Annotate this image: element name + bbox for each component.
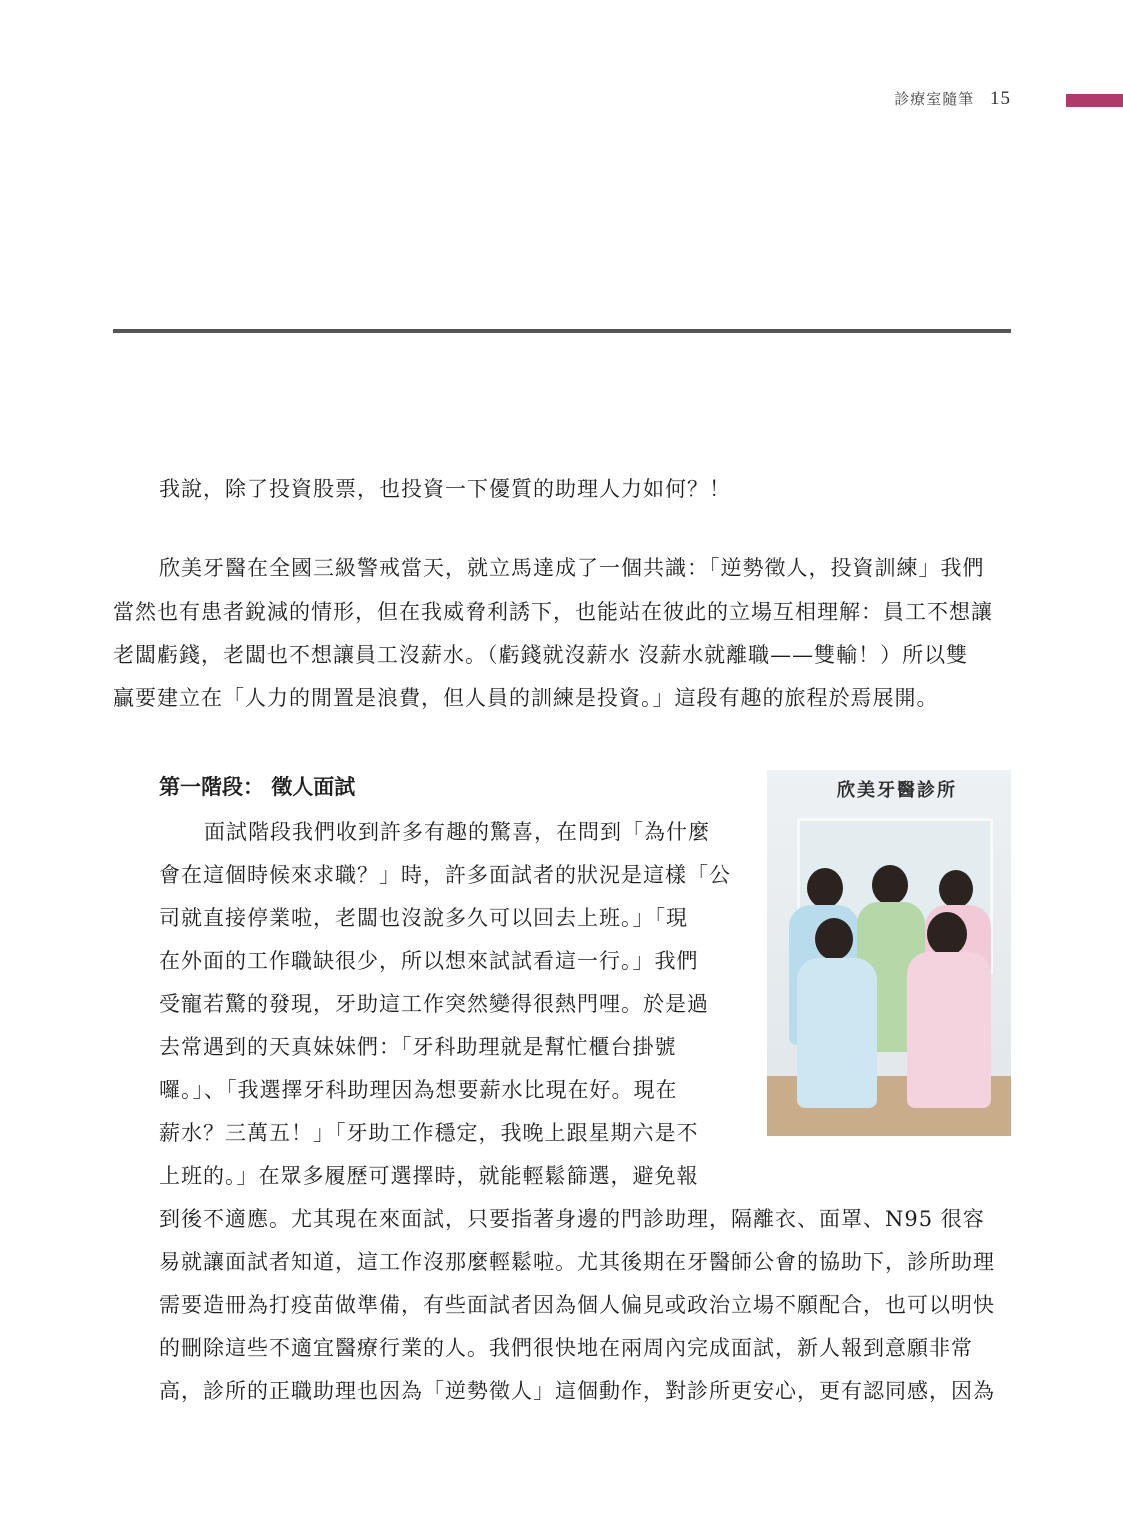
staff-head <box>927 912 967 956</box>
clinic-sign: 欣美牙醫診所 <box>837 780 957 801</box>
text-line: 上班的。」在眾多履歷可選擇時，就能輕鬆篩選，避免報 <box>159 1164 699 1188</box>
chapter-tab <box>1066 94 1123 107</box>
staff-uniform <box>907 952 991 1108</box>
staff-head <box>807 868 843 908</box>
section-title: 診療室隨筆 <box>894 90 975 108</box>
text-line: 受寵若驚的發現，牙助這工作突然變得很熱門哩。於是過 <box>159 992 709 1016</box>
text-line: 在外面的工作職缺很少，所以想來試試看這一行。」我們 <box>159 949 699 973</box>
running-header <box>894 88 1011 110</box>
text-line: 囉。」、「我選擇牙科助理因為想要薪水比現在好。現在 <box>159 1078 678 1102</box>
text-line: 到後不適應。尤其現在來面試，只要指著身邊的門診助理，隔離衣、面罩、N95 很容 <box>159 1207 985 1231</box>
text-line: 需要造冊為打疫苗做準備，有些面試者因為個人偏見或政治立場不願配合，也可以明快 <box>159 1293 995 1317</box>
text-line: 易就讓面試者知道，這工作沒那麼輕鬆啦。尤其後期在牙醫師公會的協助下，診所助理 <box>159 1250 995 1274</box>
text-line: 面試階段我們收到許多有趣的驚喜，在問到「為什麼 <box>204 820 710 844</box>
section-divider <box>113 329 1011 333</box>
text-line: 薪水？三萬五！」「牙助工作穩定，我晚上跟星期六是不 <box>159 1121 699 1145</box>
staff-head <box>872 865 908 905</box>
text-line: 老闆虧錢，老闆也不想讓員工沒薪水。（虧錢就沒薪水 沒薪水就離職——雙輸！）所以雙 <box>113 643 969 667</box>
section-heading: 第一階段： 徵人面試 <box>159 774 356 799</box>
text-line: 當然也有患者銳減的情形，但在我威脅利誘下，也能站在彼此的立場互相理解：員工不想讓 <box>113 600 993 624</box>
paragraph-intro: 我說，除了投資股票，也投資一下優質的助理人力如何？！ <box>159 477 731 501</box>
text-line: 欣美牙醫在全國三級警戒當天，就立馬達成了一個共識：「逆勢徵人，投資訓練」我們 <box>159 556 985 580</box>
text-line: 的刪除這些不適宜醫療行業的人。我們很快地在兩周內完成面試，新人報到意願非常 <box>159 1336 973 1360</box>
page-number: 15 <box>990 88 1011 109</box>
text-line: 去常遇到的天真妹妹們：「牙科助理就是幫忙櫃台掛號 <box>159 1035 677 1059</box>
text-line: 會在這個時候來求職？」時，許多面試者的狀況是這樣「公 <box>159 863 731 887</box>
staff-head <box>939 870 973 908</box>
clinic-staff-photo <box>767 770 1011 1136</box>
text-line: 司就直接停業啦，老闆也沒說多久可以回去上班。」「現 <box>159 906 688 930</box>
text-line: 贏要建立在「人力的閒置是浪費，但人員的訓練是投資。」這段有趣的旅程於焉展開。 <box>113 686 939 710</box>
staff-uniform <box>797 958 877 1108</box>
staff-head <box>815 918 853 960</box>
text-line: 高，診所的正職助理也因為「逆勢徵人」這個動作，對診所更安心，更有認同感，因為 <box>159 1379 995 1403</box>
